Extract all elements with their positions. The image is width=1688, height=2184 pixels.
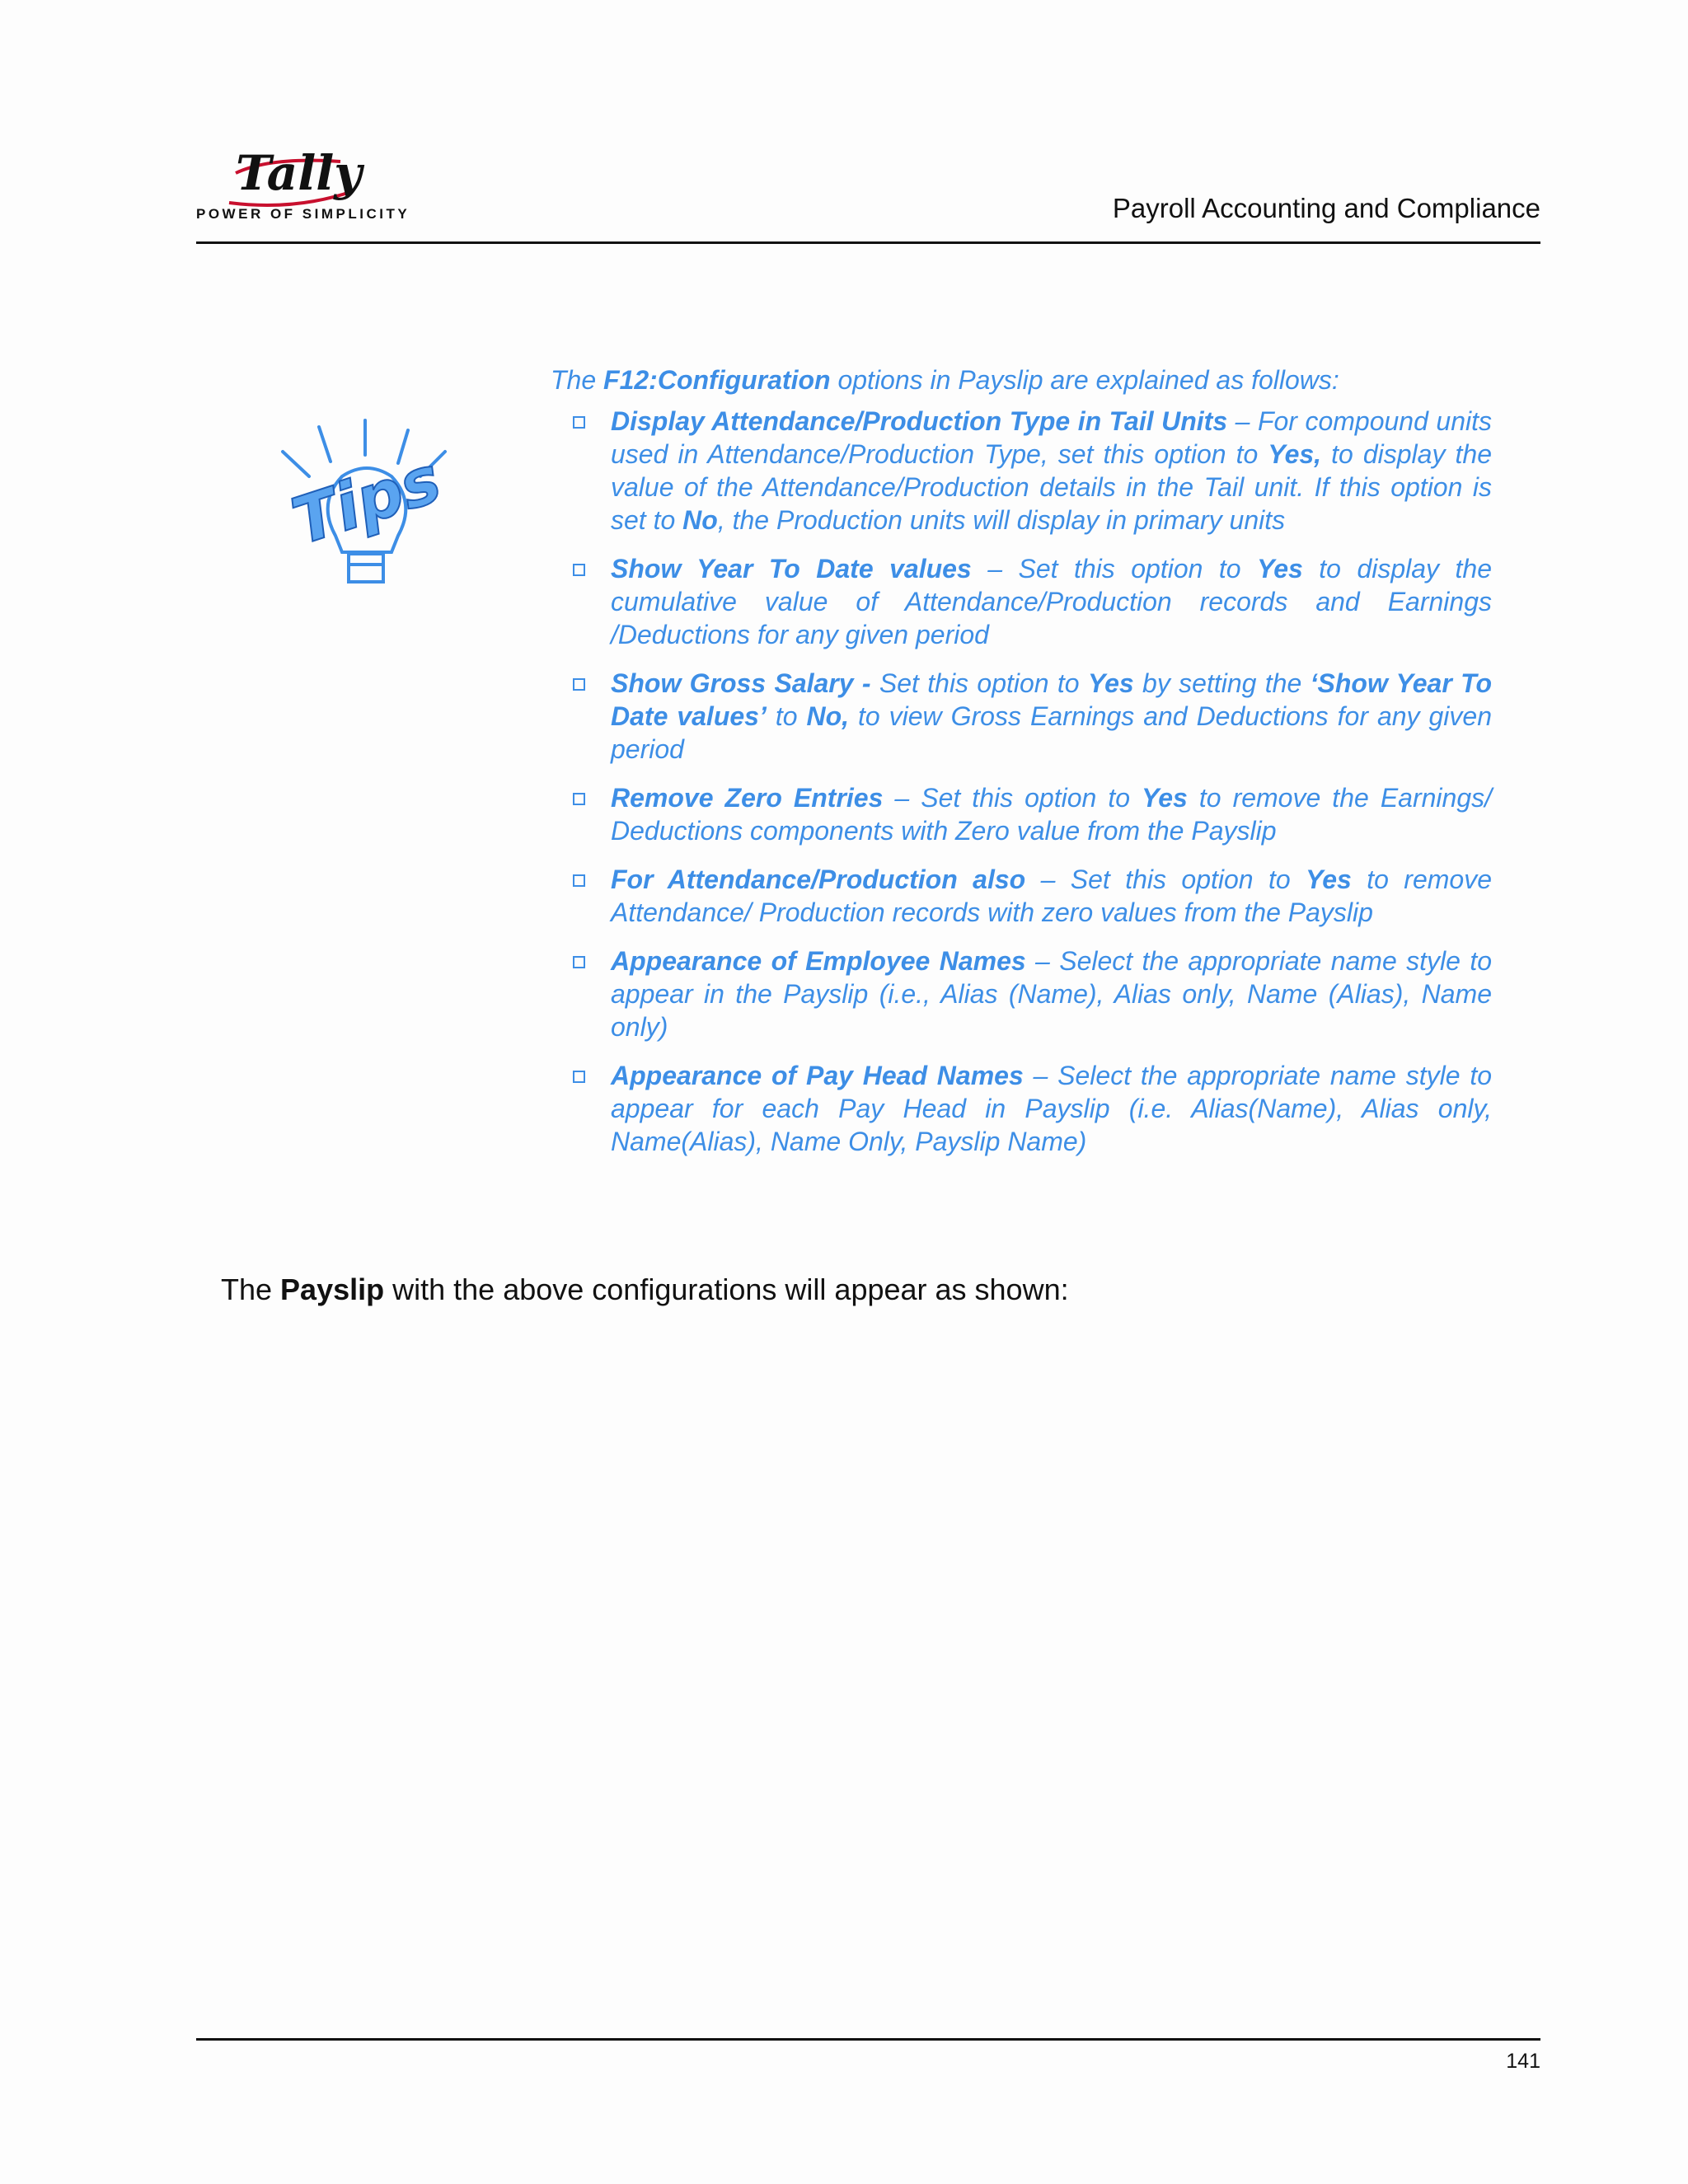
page-number: 141	[1506, 2050, 1540, 2073]
tip-item: Show Year To Date values – Set this option to Yes to display the cumulative value of Attendance/Production records and Earnings /Deductions for any given period	[611, 552, 1492, 651]
logo-tagline: POWER OF SIMPLICITY	[196, 206, 410, 222]
tip-item: Display Attendance/Production Type in Tail Units – For compound units used in Attendance/Production Type, set this option to Yes, to display the value of the Attendance/Production details in the Tail unit. If this option is set to No, the Production units will display in primary units	[611, 405, 1492, 537]
tips-list	[551, 405, 1492, 1158]
tip-item: Appearance of Employee Names – Select the appropriate name style to appear in the Payslip (i.e., Alias (Name), Alias only, Name (Alias), Name only)	[611, 944, 1492, 1043]
section-title: Payroll Accounting and Compliance	[1112, 193, 1540, 223]
tips-lightbulb-icon	[276, 412, 457, 602]
bullet-square-icon	[573, 874, 585, 887]
header-rule	[196, 241, 1540, 244]
tips-box	[551, 363, 1492, 1174]
tip-item: For Attendance/Production also – Set this option to Yes to remove Attendance/ Production records with zero values from the Payslip	[611, 863, 1492, 929]
bullet-square-icon	[573, 793, 585, 805]
logo-text: Tally	[236, 145, 362, 201]
bullet-square-icon	[573, 1071, 585, 1083]
bullet-square-icon	[573, 678, 585, 691]
bullet-square-icon	[573, 416, 585, 429]
bullet-square-icon	[573, 956, 585, 968]
tips-intro: The F12:Configuration options in Payslip are explained as follows:	[551, 365, 1339, 395]
tip-item: Appearance of Pay Head Names – Select the appropriate name style to appear for each Pay Head in Payslip (i.e. Alias(Name), Alias only, Name(Alias), Name Only, Payslip Name)	[611, 1059, 1492, 1158]
tip-item: Show Gross Salary - Set this option to Yes by setting the ‘Show Year To Date values’ to No, to view Gross Earnings and Deductions for any given period	[611, 667, 1492, 766]
footer-rule	[196, 2038, 1540, 2041]
bullet-square-icon	[573, 564, 585, 576]
tips-label: Tips	[284, 443, 450, 560]
body-paragraph: The Payslip with the above configurations will appear as shown:	[221, 1272, 1069, 1306]
tip-item: Remove Zero Entries – Set this option to Yes to remove the Earnings/ Deductions components with Zero value from the Payslip	[611, 781, 1492, 847]
